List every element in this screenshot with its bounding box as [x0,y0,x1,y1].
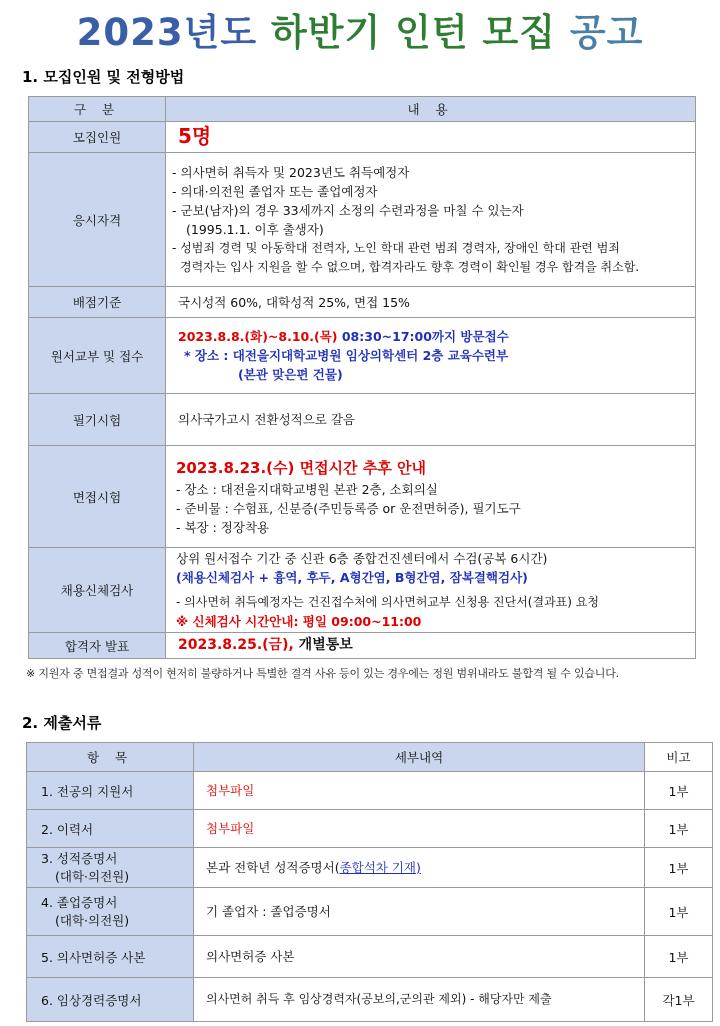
col-detail-header: 세부내역 [194,743,645,772]
doc-item-1: 1. 전공의 지원서 [27,772,194,810]
physical-line-3: - 의사면허 취득예정자는 건진접수처에 의사면허교부 신청용 진단서(결과표) 요청 [176,595,599,609]
application-place-sub: (본관 맞은편 건물) [238,367,343,382]
interview-line-3: - 복장 : 정장착용 [176,520,270,535]
doc-detail-4: 기 졸업자 : 졸업증명서 [194,888,645,936]
qualification-line-1: - 의사면허 취득자 및 2023년도 취득예정자 [172,164,410,180]
scoring-label: 배점기준 [29,287,166,318]
written-value: 의사국가고시 전환성적으로 갈음 [166,394,696,446]
title-notice: 공고 [569,11,644,54]
doc-note-1: 1부 [645,772,713,810]
doc-detail-2: 첨부파일 [194,810,645,848]
doc-detail-5: 의사면허증 사본 [194,936,645,978]
section2-heading: 2. 제출서류 [22,714,102,732]
doc-detail-1: 첨부파일 [194,772,645,810]
table-row [27,978,713,1022]
recruitment-table [28,96,696,659]
application-time: 08:30~17:00까지 방문접수 [341,329,509,344]
application-date: 2023.8.8.(화)~8.10.(목) [178,329,338,344]
col-content-header: 내 용 [166,97,696,122]
section1-heading: 1. 모집인원 및 전형방법 [22,68,185,86]
doc-item-6: 6. 임상경력증명서 [27,978,194,1022]
application-label: 원서교부 및 접수 [29,318,166,394]
row-qualification [29,153,696,287]
col-category-header: 구 분 [29,97,166,122]
row-announce [29,633,696,659]
qualification-line-2: - 의대·의전원 졸업자 또는 졸업예정자 [172,183,378,199]
table-row [27,888,713,936]
physical-line-4: ※ 신체검사 시간안내: 평일 09:00~11:00 [176,614,422,629]
col-item-header: 항 목 [27,743,194,772]
physical-line-2: (채용신체검사 + 흉역, 후두, A형간염, B형간염, 잠복결핵검사) [176,570,528,585]
page-title [0,2,720,56]
col-note-header: 비고 [645,743,713,772]
doc-detail-3-emphasis: 종합석차 기재) [339,860,421,875]
doc-item-3-sub: (대학·의전원) [55,868,130,884]
doc-note-3: 1부 [645,848,713,888]
doc-item-5: 5. 의사면허증 사본 [27,936,194,978]
announce-label: 합격자 발표 [29,633,166,659]
title-half: 하반기 [271,11,382,54]
row-application [29,318,696,394]
table-row [27,772,713,810]
doc-note-5: 1부 [645,936,713,978]
doc-detail-6: 의사면허 취득 후 임상경력자(공보의,군의관 제외) - 해당자만 제출 [194,978,645,1022]
headcount-label: 모집인원 [29,122,166,153]
interview-line-2: - 준비물 : 수험표, 신분증(주민등록증 or 운전면허증), 필기도구 [176,501,521,516]
doc-item-4: 4. 졸업증명서 [41,894,118,910]
doc-note-2: 1부 [645,810,713,848]
interview-line-1: - 장소 : 대전을지대학교병원 본관 2층, 소회의실 [176,482,438,497]
physical-label: 채용신체검사 [29,548,166,633]
physical-line-1: 상위 원서접수 기간 중 신관 6층 종합건진센터에서 수검(공복 6시간) [176,551,548,566]
row-physical [29,548,696,633]
table-row [27,848,713,888]
doc-detail-3: 본과 전학년 성적증명서( [206,860,340,875]
announce-method: 개별통보 [298,637,353,653]
qualification-line-5: - 성범죄 경력 및 아동학대 전력자, 노인 학대 관련 범죄 경력자, 장애인 학대 관련 범죄 [172,240,620,255]
doc-item-3: 3. 성적증명서 [41,850,118,866]
scoring-value: 국시성적 60%, 대학성적 25%, 면접 15% [166,287,696,318]
row-interview [29,446,696,548]
written-label: 필기시험 [29,394,166,446]
documents-table [26,742,713,1022]
doc-note-6: 각1부 [645,978,713,1022]
title-recruit: 모집 [482,11,556,54]
doc-item-4-sub: (대학·의전원) [55,912,130,928]
table-row [27,810,713,848]
doc-note-4: 1부 [645,888,713,936]
footnote: ※ 지원자 중 면접결과 성적이 현저히 불량하거나 특별한 결격 사유 등이 있는 경우에는 정원 범위내라도 불합격 될 수 있습니다. [26,667,619,680]
headcount-value: 5명 [178,123,212,148]
table-row [27,936,713,978]
qualification-label: 응시자격 [29,153,166,287]
title-year: 2023년도 [76,11,258,54]
interview-label: 면접시험 [29,446,166,548]
application-place: * 장소 : 대전을지대학교병원 임상의학센터 2층 교육수련부 [184,348,509,363]
title-intern: 인턴 [395,11,469,54]
qualification-line-6: 경력자는 입사 지원을 할 수 없으며, 합격자라도 향후 경력이 확인될 경우 합격을 취소함. [180,259,640,274]
row-written [29,394,696,446]
qualification-line-3: - 군보(남자)의 경우 33세까지 소정의 수련과정을 마칠 수 있는자 [172,202,524,218]
row-headcount [29,122,696,153]
qualification-line-4: (1995.1.1. 이후 출생자) [186,221,324,237]
doc-item-2: 2. 이력서 [27,810,194,848]
row-scoring [29,287,696,318]
announce-date: 2023.8.25.(금), [178,637,294,653]
interview-headline: 2023.8.23.(수) 면접시간 추후 안내 [176,459,426,477]
